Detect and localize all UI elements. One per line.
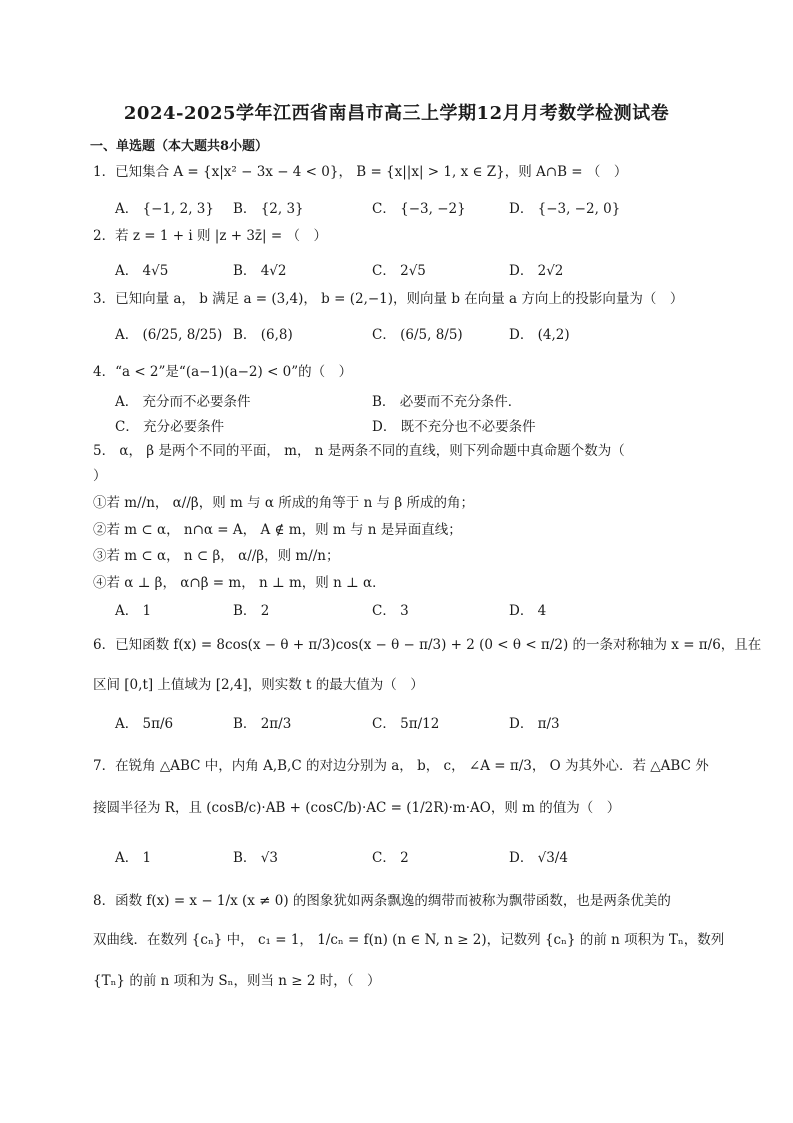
question-2-option-d: D． 2√2: [509, 263, 564, 279]
question-1-option-c: C． {−3, −2}: [372, 201, 466, 217]
question-6-option-a: A． 5π/6: [115, 716, 174, 732]
section-heading: 一、单选题（本大题共8小题）: [90, 139, 269, 154]
question-3-stem: 3．已知向量 a， b 满足 a = (3,4)， b = (2,−1)，则向量 b 在向量 a 方向上的投影向量为（ ）: [93, 291, 684, 307]
question-5-option-b: B． 2: [233, 603, 270, 619]
question-2-option-b: B． 4√2: [233, 263, 287, 279]
question-1-option-b: B． {2, 3}: [233, 201, 304, 217]
question-5-option-d: D． 4: [509, 603, 547, 619]
page-title: 2024-2025学年江西省南昌市高三上学期12月月考数学检测试卷: [123, 103, 670, 124]
question-5-statement-4: ④若 α ⊥ β， α∩β = m， n ⊥ m，则 n ⊥ α．: [93, 575, 386, 591]
question-8-stem: 8．函数 f(x) = x − 1/x (x ≠ 0) 的图象犹如两条飘逸的绸带而被称为飘带函数，也是两条优美的: [93, 893, 671, 909]
question-5-statement-2: ②若 m ⊂ α， n∩α = A， A ∉ m，则 m 与 n 是异面直线；: [93, 522, 462, 538]
question-7-stem: 7．在锐角 △ABC 中，内角 A,B,C 的对边分别为 a， b， c， ∠A = π/3， O 为其外心．若 △ABC 外: [93, 758, 709, 774]
question-5-option-a: A． 1: [115, 603, 152, 619]
question-2-option-c: C． 2√5: [372, 263, 426, 279]
question-7-stem-cont: 接圆半径为 R，且 (cosB/c)·AB + (cosC/b)·AC = (1/2R)·m·AO，则 m 的值为（ ）: [93, 800, 621, 816]
question-5-stem-cont: ）: [93, 468, 107, 484]
question-3-option-b: B． (6,8): [233, 327, 293, 343]
question-3-option-c: C． (6/5, 8/5): [372, 327, 463, 343]
question-3-option-a: A． (6/25, 8/25): [115, 327, 223, 343]
question-6-stem: 6．已知函数 f(x) = 8cos(x − θ + π/3)cos(x − θ − π/3) + 2 (0 < θ < π/2) 的一条对称轴为 x = π/6，且在: [93, 637, 762, 653]
question-1-stem: 1．已知集合 A = {x|x² − 3x − 4 < 0}， B = {x||x| > 1, x ∈ Z}，则 A∩B = （ ）: [93, 164, 628, 180]
question-3-option-d: D． (4,2): [509, 327, 570, 343]
question-4-option-b: B． 必要而不充分条件．: [372, 394, 522, 410]
question-4-option-a: A． 充分而不必要条件: [115, 394, 251, 410]
question-6-stem-cont: 区间 [0,t] 上值域为 [2,4]，则实数 t 的最大值为（ ）: [93, 677, 424, 693]
question-6-option-d: D． π/3: [509, 716, 560, 732]
question-2-option-a: A． 4√5: [115, 263, 169, 279]
question-7-option-b: B． √3: [233, 850, 278, 866]
question-4-stem: 4．“a < 2”是“(a−1)(a−2) < 0”的（ ）: [93, 364, 353, 380]
question-1-option-a: A． {−1, 2, 3}: [115, 201, 214, 217]
question-6-option-c: C． 5π/12: [372, 716, 440, 732]
question-7-option-a: A． 1: [115, 850, 152, 866]
question-5-statement-3: ③若 m ⊂ α， n ⊂ β， α//β，则 m//n；: [93, 548, 340, 564]
question-5-option-c: C． 3: [372, 603, 409, 619]
question-7-option-d: D． √3/4: [509, 850, 568, 866]
question-7-option-c: C． 2: [372, 850, 409, 866]
question-8-stem-cont-1: 双曲线．在数列 {cₙ} 中， c₁ = 1， 1/cₙ = f(n) (n ∈ N, n ≥ 2)，记数列 {cₙ} 的前 n 项积为 Tₙ，数列: [93, 932, 725, 948]
question-8-stem-cont-2: {Tₙ} 的前 n 项和为 Sₙ，则当 n ≥ 2 时，（ ）: [93, 973, 381, 989]
question-6-option-b: B． 2π/3: [233, 716, 292, 732]
question-2-stem: 2．若 z = 1 + i 则 |z + 3z̄| = （ ）: [93, 228, 327, 244]
question-4-option-c: C． 充分必要条件: [115, 419, 225, 435]
question-4-option-d: D． 既不充分也不必要条件: [372, 419, 536, 435]
question-1-option-d: D． {−3, −2, 0}: [509, 201, 621, 217]
question-5-statement-1: ①若 m//n， α//β，则 m 与 α 所成的角等于 n 与 β 所成的角；: [93, 495, 474, 511]
question-5-stem: 5． α， β 是两个不同的平面， m， n 是两条不同的直线，则下列命题中真命题个数为（: [93, 443, 625, 459]
